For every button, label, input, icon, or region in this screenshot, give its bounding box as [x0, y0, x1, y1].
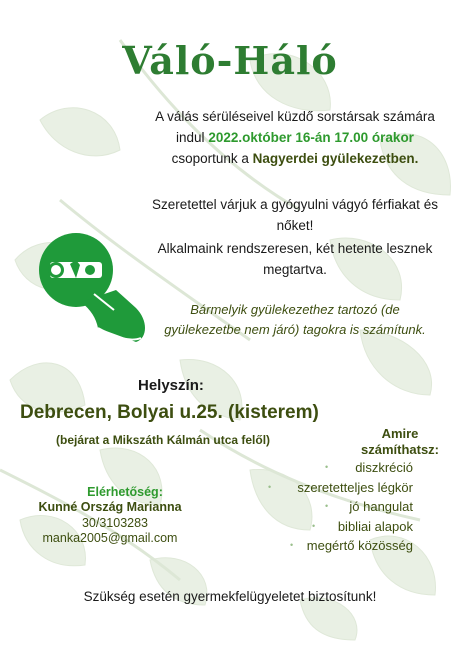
list-item [230, 536, 413, 556]
list-item [230, 497, 413, 517]
contact-name: Kunné Ország Marianna [38, 500, 182, 514]
event-date: 2022.október 16-án [208, 130, 331, 145]
list-item [230, 458, 413, 478]
bullet-icon: • [268, 481, 272, 492]
bullet-icon: • [290, 540, 294, 550]
bell-mallet-logo [36, 230, 152, 350]
contact-phone: 30/3103283 [81, 516, 149, 530]
benefit-label: megértő közösség [306, 538, 413, 553]
intro-text: A válás sérüléseivel küzdő sorstársak számára indul [155, 109, 435, 145]
bullet-icon: • [325, 501, 329, 511]
benefit-label: szeretetteljes légkör [297, 479, 413, 495]
bullet-icon: • [325, 462, 329, 472]
location-label: Helyszín: [138, 377, 204, 394]
benefits-heading: Amire számíthatsz: [360, 426, 440, 457]
event-place: Nagyerdei gyülekezetben. [252, 151, 419, 166]
schedule-text: Alkalmaink rendszeresen, két hetente lesznek megtartva. [157, 241, 433, 277]
intro-paragraph [150, 106, 440, 169]
list-item [230, 478, 413, 498]
benefit-label: jó hangulat [349, 499, 413, 514]
contact-label: Elérhetőség: [87, 485, 163, 499]
contact-email: manka2005@gmail.com [42, 531, 178, 545]
intro-text-2: csoportunk a [171, 151, 253, 166]
benefits-list [230, 458, 413, 556]
welcome-text: Szeretettel várjuk a gyógyulni vágyó férfiakat és nőket! [152, 197, 438, 233]
bullet-icon: • [312, 520, 316, 531]
list-item [230, 517, 413, 537]
benefit-label: bibliai alapok [337, 518, 413, 534]
location-address: Debrecen, Bolyai u.25. (kisterem) [20, 402, 319, 423]
page-title: Váló-Háló [122, 38, 338, 83]
entrance-note: (bejárat a Mikszáth Kálmán utca felől) [56, 433, 271, 447]
event-time: 17.00 órakor [334, 130, 414, 145]
footer-note: Szükség esetén gyermekfelügyeletet biztosítunk! [83, 589, 377, 604]
open-note: Bármelyik gyülekezethez tartozó (de gyülekezetbe nem járó) tagokra is számítunk. [164, 302, 426, 337]
benefit-label: diszkréció [355, 460, 413, 475]
